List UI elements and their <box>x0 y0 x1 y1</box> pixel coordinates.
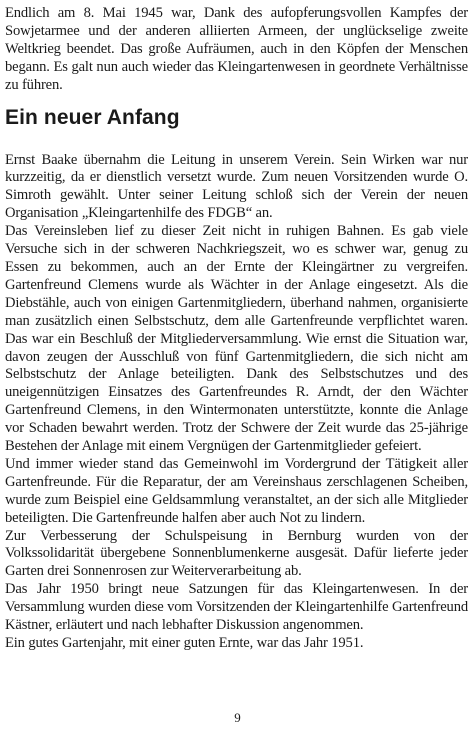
paragraph-leadership: Ernst Baake übernahm die Leitung in unserem Verein. Sein Wirken war nur kurzzeitig, da er dienstlich versetzt wurde. Zum neuen Vorsitzenden wurde O. Simroth gewählt. Unter seiner Leitung schloß sich der Verein der neuen Organisation „Kleingartenhilfe des FDGB“ an. <box>5 151 468 222</box>
paragraph-common-good: Und immer wieder stand das Gemeinwohl im Vordergrund der Tätigkeit aller Gartenfreunde. Für die Reparatur, der am Vereinshaus zerschlagenen Scheiben, wurde zum Beispiel eine Geldsammlung veranstaltet, an der sich alle Mitglieder beteiligten. Die Gartenfreunde halfen aber auch Not zu lindern. <box>5 455 468 526</box>
section-body <box>5 152 468 653</box>
intro-paragraph: Endlich am 8. Mai 1945 war, Dank des aufopferungsvollen Kampfes der Sowjetarmee und der anderen alliierten Armeen, der unglückselige zweite Weltkrieg beendet. Das große Aufräumen, auch in den Köpfen der Menschen begann. Es galt nun auch wieder das Kleingartenwesen in geordnete Verhältnisse zu führen. <box>5 5 468 93</box>
paragraph-year-1951: Ein gutes Gartenjahr, mit einer guten Ernte, war das Jahr 1951. <box>5 635 364 651</box>
paragraph-club-life: Das Vereinsleben lief zu dieser Zeit nicht in ruhigen Bahnen. Es gab viele Versuche sich in der schweren Nachkriegszeit, wo es schwer war, genug zu Essen zu bekommen, auch an der Ernte der Kleingärtner zu vergreifen. Gartenfreund Clemens wurde als Wächter in der Anlage eingesetzt. Als die Diebstähle, auch von einigen Gartenmitgliedern, überhand nahmen, organisierte man zusätzlich einen Selbstschutz, dem alle Gartenfreunde verpflichtet waren. Das war ein Beschluß der Mitgliederversammlung. Wie ernst die Situation war, davon zeugen der Ausschluß von fünf Gartenmitgliedern, die sich nicht am Selbstschutz der Anlage beteiligten. Dank des Selbstschutzes und des uneigennützigen Einsatzes des Gartenfreundes R. Arndt, der den Wächter Gartenfreund Clemens, in den Wintermonaten unterstützte, konnte die Anlage vor Schaden bewahrt werden. Trotz der Schwere der Zeit wurde das 25-jährige Bestehen der Anlage mit einem Vergnügen der Gartenmitglieder gefeiert. <box>5 223 468 455</box>
section-heading: Ein neuer Anfang <box>5 105 180 129</box>
page-number: 9 <box>234 710 241 725</box>
paragraph-school-meals: Zur Verbesserung der Schulspeisung in Bernburg wurden von der Volkssolidarität übergebene Sonnenblumenkerne ausgesät. Dafür lieferte jeder Garten drei Sonnenrosen zur Weiterverarbeitung ab. <box>5 527 468 580</box>
paragraph-statutes-1950: Das Jahr 1950 bringt neue Satzungen für das Kleingartenwesen. In der Versammlung wurden diese vom Vorsitzenden der Kleingartenhilfe Gartenfreund Kästner, erläutert und nach lebhafter Diskussion angenommen. <box>5 581 468 634</box>
document-page <box>5 5 468 653</box>
